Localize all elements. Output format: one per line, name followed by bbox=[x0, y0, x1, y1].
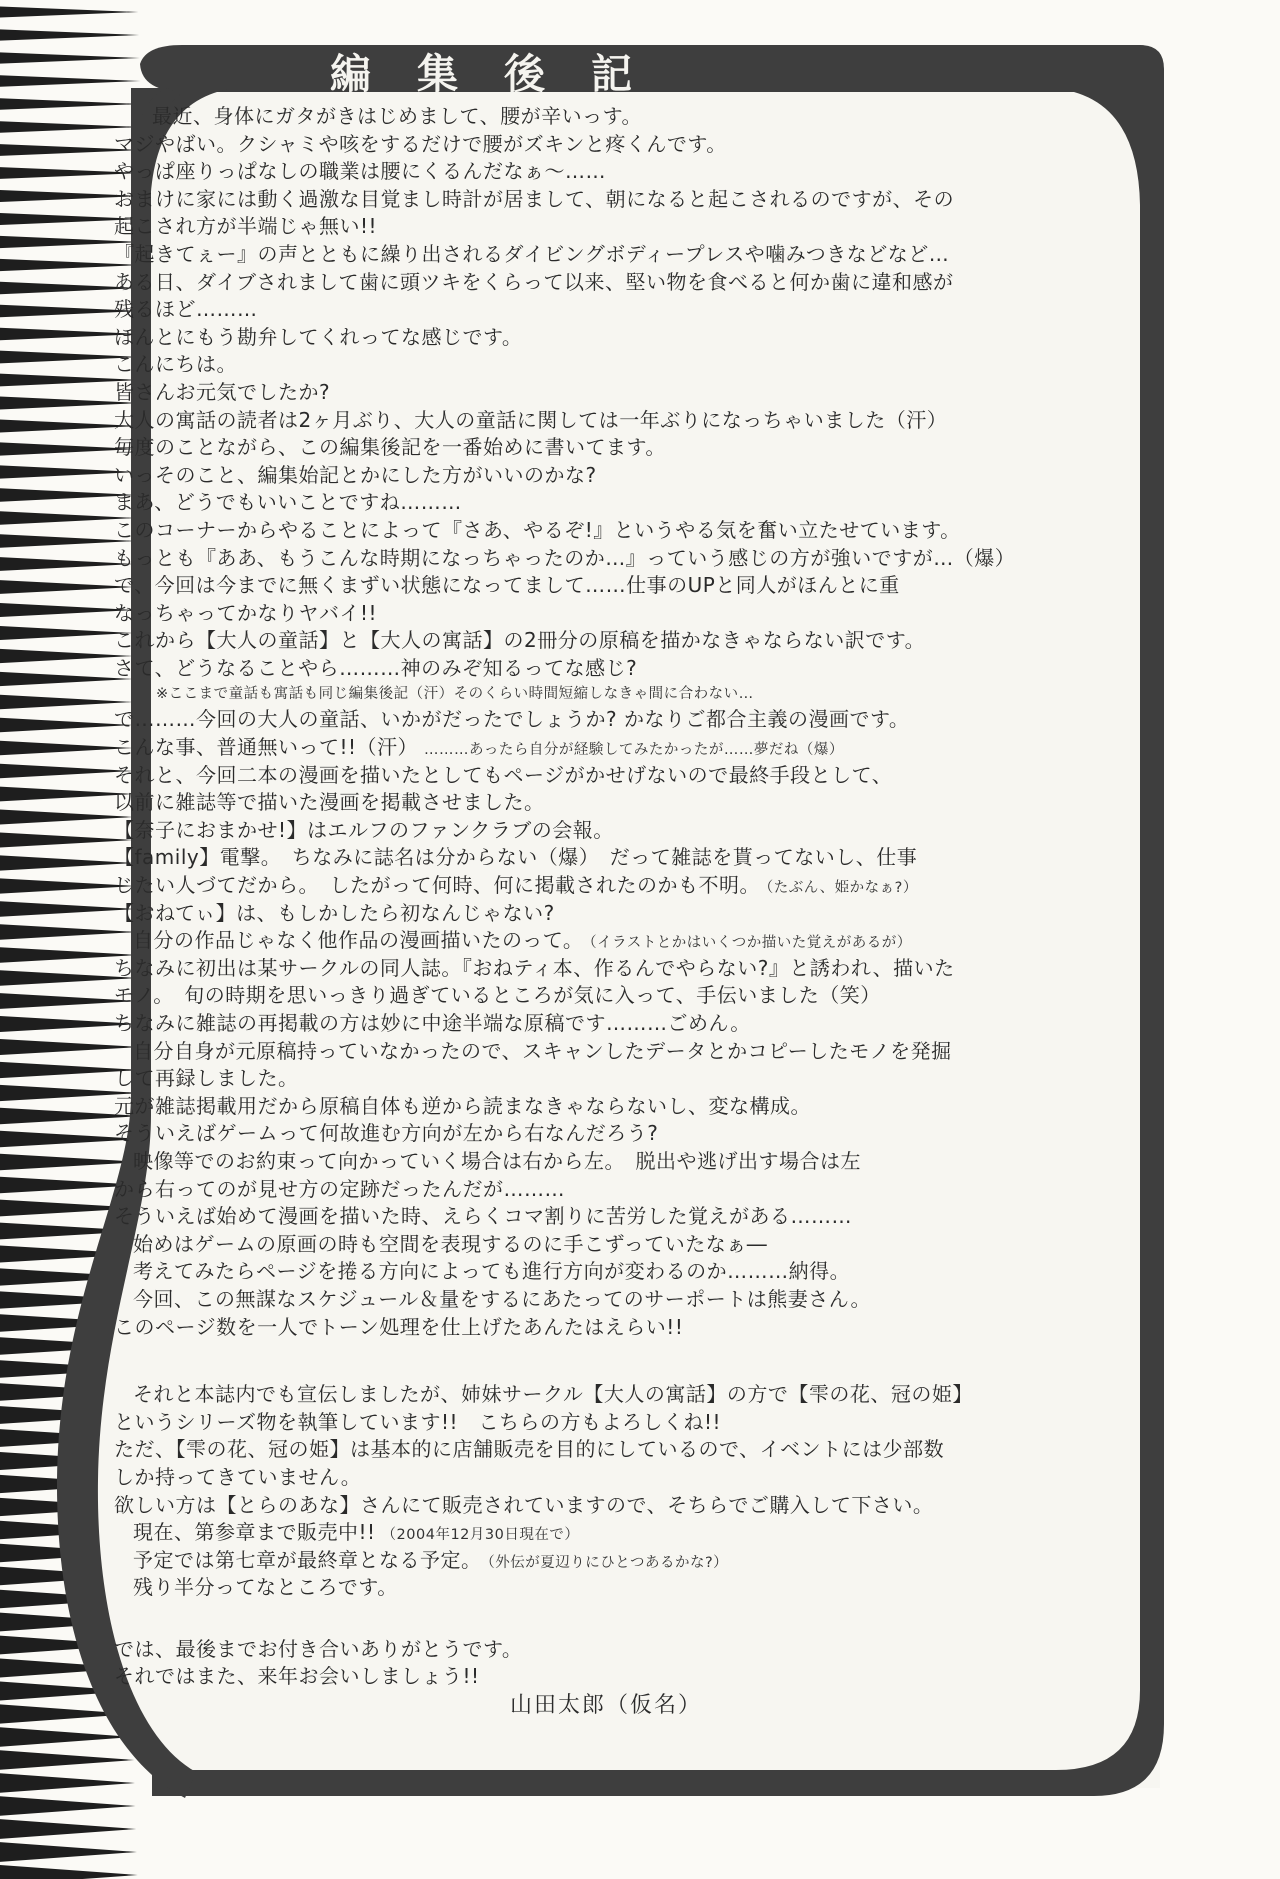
text-line: そういえば始めて漫画を描いた時、えらくコマ割りに苦労した覚えがある……… bbox=[114, 1204, 852, 1229]
text-line: 自分の作品じゃなく他作品の漫画描いたのって。 （イラストとかはいくつか描いた覚えがあるが） bbox=[133, 928, 912, 953]
text-line: で、今回は今までに無くまずい状態になってまして……仕事のUPと同人がほんとに重 bbox=[114, 573, 900, 598]
text-line: 欲しい方は【とらのあな】さんにて販売されていますので、そちらでご購入して下さい。 bbox=[114, 1492, 934, 1517]
text-line: 自分自身が元原稿持っていなかったので、スキャンしたデータとかコピーしたモノを発掘 bbox=[133, 1038, 952, 1063]
text-line: それと、今回二本の漫画を描いたとしてもページがかせげないので最終手段として、 bbox=[114, 762, 893, 787]
text-line: ほんとにもう勘弁してくれってな感じです。 bbox=[114, 324, 523, 349]
text-line: このコーナーからやることによって『さあ、やるぞ!』というやる気を奮い立たせています。 bbox=[114, 517, 961, 542]
text-line: 『起きてぇー』の声とともに繰り出されるダイビングボディープレスや噛みつきなどなど… bbox=[114, 241, 950, 266]
text-line: というシリーズ物を執筆しています!! こちらの方もよろしくね!! bbox=[114, 1409, 722, 1434]
text-line: 考えてみたらページを捲る方向によっても進行方向が変わるのか………納得。 bbox=[133, 1259, 851, 1284]
text-line: それと本誌内でも宣伝しましたが、姉妹サークル【大人の寓話】の方で【雫の花、冠の姫】 bbox=[133, 1382, 973, 1407]
text-line: もっとも『ああ、もうこんな時期になっちゃったのか…』っていう感じの方が強いですが…（爆） bbox=[114, 545, 1016, 570]
text-line: 大人の寓話の読者は2ヶ月ぶり、大人の童話に関しては一年ぶりになっちゃいました（汗） bbox=[114, 407, 948, 432]
text-line: ちなみに初出は某サークルの同人誌。『おねティ本、作るんでやらない?』と誘われ、描いた bbox=[114, 955, 955, 980]
text-line: ちなみに雑誌の再掲載の方は妙に中途半端な原稿です………ごめん。 bbox=[114, 1011, 751, 1035]
text-line: 残るほど……… bbox=[114, 297, 258, 322]
text-line: こんな事、普通無いって!!（汗） ………あったら自分が経験してみたかったが……夢だね（爆） bbox=[114, 735, 844, 760]
page-title: 編集後記 bbox=[330, 49, 678, 98]
text-line: しか持ってきていません。 bbox=[114, 1464, 362, 1489]
text-line: このページ数を一人でトーン処理を仕上げたあんたはえらい!! bbox=[114, 1314, 684, 1339]
text-line: こんにちは。 bbox=[114, 352, 237, 377]
text-line: 始めはゲームの原画の時も空間を表現するのに手こずっていたなぁ― bbox=[133, 1231, 768, 1256]
text-line: ただ、【雫の花、冠の姫】は基本的に店舗販売を目的にしているので、イベントには少部数 bbox=[114, 1437, 945, 1462]
text-line: 【family】電撃。 ちなみに誌名は分からない（爆） だって雑誌を貰ってないし、仕事 bbox=[114, 845, 918, 870]
text-line: これから【大人の童話】と【大人の寓話】の2冊分の原稿を描かなきゃならない訳です。 bbox=[114, 628, 926, 653]
text-line: まあ、どうでもいいことですね……… bbox=[114, 490, 462, 515]
text-line: 以前に雑誌等で描いた漫画を掲載させました。 bbox=[114, 790, 545, 815]
text-line: それではまた、来年お会いしましょう!! bbox=[114, 1664, 480, 1689]
text-line: 最近、身体にガタがきはじめまして、腰が辛いっす。 bbox=[152, 104, 642, 128]
afterword-text bbox=[114, 103, 1099, 1721]
text-line: そういえばゲームって何故進む方向が左から右なんだろう? bbox=[114, 1121, 659, 1146]
text-line: 残り半分ってなところです。 bbox=[133, 1575, 398, 1600]
text-line: で………今回の大人の童話、いかがだったでしょうか? かなりご都合主義の漫画です。 bbox=[114, 707, 910, 732]
text-line: 予定では第七章が最終章となる予定。 （外伝が夏辺りにひとつあるかな?） bbox=[133, 1547, 729, 1572]
text-line: 映像等でのお約束って向かっていく場合は右から左。 脱出や逃げ出す場合は左 bbox=[133, 1148, 861, 1173]
signature: 山田太郎（仮名） bbox=[510, 1693, 703, 1719]
text-line: いっそのこと、編集始記とかにした方がいいのかな? bbox=[114, 462, 597, 487]
line-spacer bbox=[114, 1341, 1099, 1381]
text-line: では、最後までお付き合いありがとうです。 bbox=[114, 1636, 523, 1661]
text-line: 【奈子におまかせ!】はエルフのファンクラブの会報。 bbox=[114, 817, 614, 842]
line-spacer bbox=[114, 1602, 1099, 1636]
text-line: モノ。 旬の時期を思いっきり過ぎているところが気に入って、手伝いました（笑） bbox=[114, 983, 881, 1008]
text-line: おまけに家には動く過激な目覚まし時計が居まして、朝になると起こされるのですが、その bbox=[114, 186, 955, 211]
frame-bottom-border bbox=[152, 1770, 1010, 1796]
text-line: 【おねてぃ】は、もしかしたら初なんじゃない? bbox=[114, 900, 555, 925]
text-line: 起こされ方が半端じゃ無い!! bbox=[114, 214, 378, 239]
text-line: やっぱ座りっぱなしの職業は腰にくるんだなぁ～…… bbox=[114, 159, 606, 184]
text-line: 現在、第参章まで販売中!! （2004年12月30日現在で） bbox=[133, 1520, 580, 1545]
text-line: 今回、この無謀なスケジュール＆量をするにあたってのサーポートは熊妻さん。 bbox=[133, 1286, 871, 1311]
text-line: さて、どうなることやら………神のみぞ知るってな感じ? bbox=[114, 655, 638, 680]
text-line: ※ここまで童話も寓話も同じ編集後記（汗）そのくらい時間短縮しなきゃ間に合わない… bbox=[156, 686, 754, 703]
text-line: から右ってのが見せ方の定跡だったんだが……… bbox=[114, 1176, 565, 1201]
text-line: 皆さんお元気でしたか? bbox=[114, 379, 331, 404]
text-line: 毎度のことながら、この編集後記を一番始めに書いてます。 bbox=[114, 435, 666, 460]
text-line: じたい人づてだから。 したがって何時、何に掲載されたのかも不明。 （たぶん、姫かなぁ?） bbox=[114, 873, 918, 898]
text-line: ある日、ダイブされまして歯に頭ツキをくらって以来、堅い物を食べると何か歯に違和感が bbox=[114, 269, 954, 294]
text-line: して再録しました。 bbox=[114, 1066, 299, 1091]
text-line: 元が雑誌掲載用だから原稿自体も逆から読まなきゃならないし、変な構成。 bbox=[114, 1093, 811, 1118]
text-line: なっちゃってかなりヤバイ!! bbox=[114, 600, 378, 625]
text-line: マジやばい。クシャミや咳をするだけで腰がズキンと疼くんです。 bbox=[114, 131, 727, 156]
